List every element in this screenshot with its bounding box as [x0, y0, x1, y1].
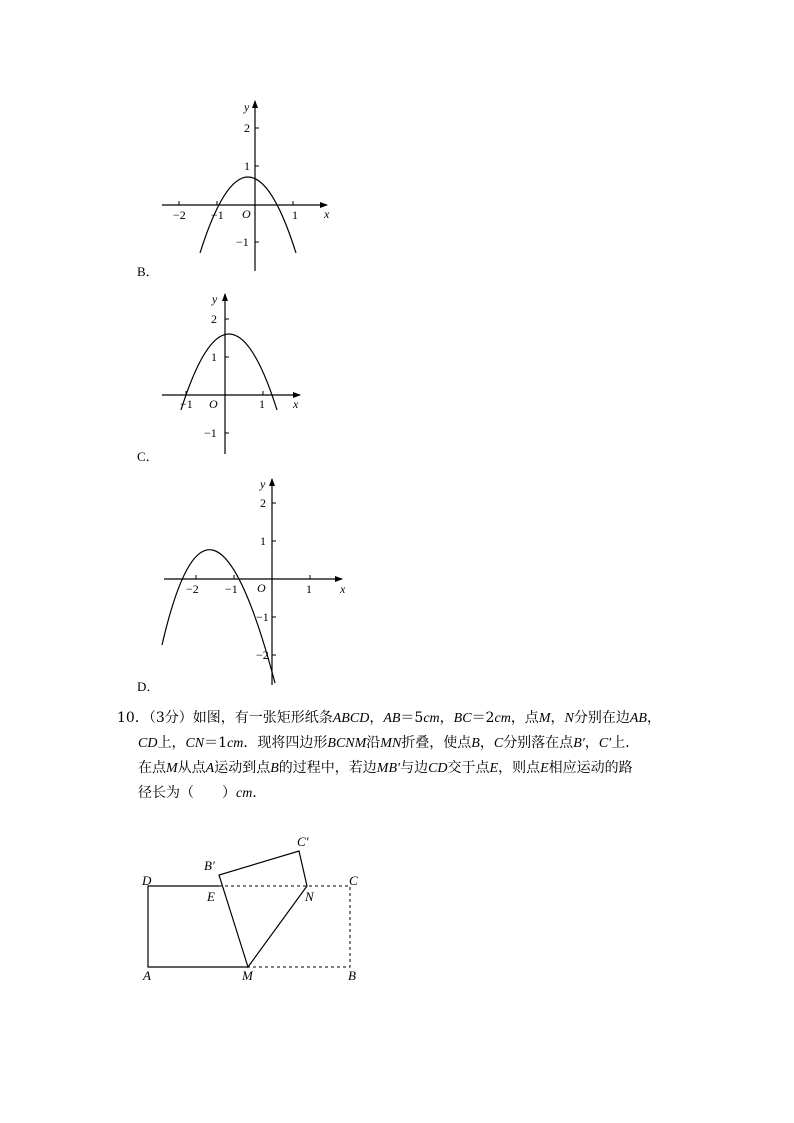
- y-axis-label: y: [260, 477, 266, 491]
- x-tick-label: 1: [306, 582, 312, 596]
- graph-b: [155, 95, 355, 280]
- x-axis-label: x: [324, 207, 330, 221]
- question-line-2: CD上，CN＝1cm．现将四边形BCNM沿MN折叠，使点B，C分别落在点B′，C′上．: [138, 735, 640, 751]
- point-label-b: B: [348, 968, 356, 983]
- folding-figure: [135, 830, 375, 990]
- x-axis-label: x: [340, 582, 346, 596]
- point-label-a: A: [143, 968, 151, 983]
- x-tick-label: 1: [292, 208, 298, 222]
- graph-d: [160, 473, 360, 688]
- point-label-e: E: [207, 889, 215, 904]
- point-label-n: N: [305, 889, 314, 904]
- option-b-label: B．: [137, 264, 159, 279]
- folded-quadrilateral: [219, 851, 307, 967]
- y-tick-label: −2: [256, 648, 269, 662]
- y-tick-label: 1: [211, 350, 217, 364]
- option-c-label: C．: [137, 449, 159, 464]
- rectangle-dashed-edges: [219, 886, 350, 967]
- option-d-label: D．: [137, 679, 160, 694]
- x-tick-label: −1: [180, 397, 193, 411]
- point-label-c-prime: C′: [297, 834, 309, 849]
- question-10: [117, 706, 677, 806]
- point-label-d: D: [142, 873, 152, 888]
- y-tick-label: −1: [256, 610, 269, 624]
- x-axis-label: x: [293, 397, 299, 411]
- point-label-m: M: [242, 968, 253, 983]
- y-tick-label: 2: [244, 121, 250, 135]
- y-axis-label: y: [244, 100, 250, 114]
- x-tick-label: −1: [225, 582, 238, 596]
- graph-c: [155, 288, 315, 458]
- question-line-3: 在点M从点A运动到点B的过程中，若边MB′与边CD交于点E，则点E相应运动的路: [138, 760, 633, 776]
- question-line-1: 10．（3分）如图，有一张矩形纸条ABCD，AB＝5cm，BC＝2cm，点M，N分别在边AB，: [117, 710, 661, 726]
- y-tick-label: 2: [260, 496, 266, 510]
- x-tick-label: 1: [259, 397, 265, 411]
- y-tick-label: −1: [236, 235, 249, 249]
- y-tick-label: 1: [260, 534, 266, 548]
- y-tick-label: 1: [244, 159, 250, 173]
- y-tick-label: −1: [204, 426, 217, 440]
- origin-label: O: [257, 581, 266, 595]
- y-axis-label: y: [212, 292, 218, 306]
- x-tick-label: −2: [173, 208, 186, 222]
- x-tick-label: −1: [211, 208, 224, 222]
- point-label-b-prime: B′: [204, 858, 215, 873]
- x-tick-label: −2: [186, 582, 199, 596]
- rectangle-solid-edges: [148, 886, 248, 967]
- y-tick-label: 2: [211, 312, 217, 326]
- question-line-4: 径长为（ ）cm．: [138, 785, 267, 801]
- origin-label: O: [242, 207, 251, 221]
- origin-label: O: [209, 397, 218, 411]
- point-label-c: C: [349, 873, 358, 888]
